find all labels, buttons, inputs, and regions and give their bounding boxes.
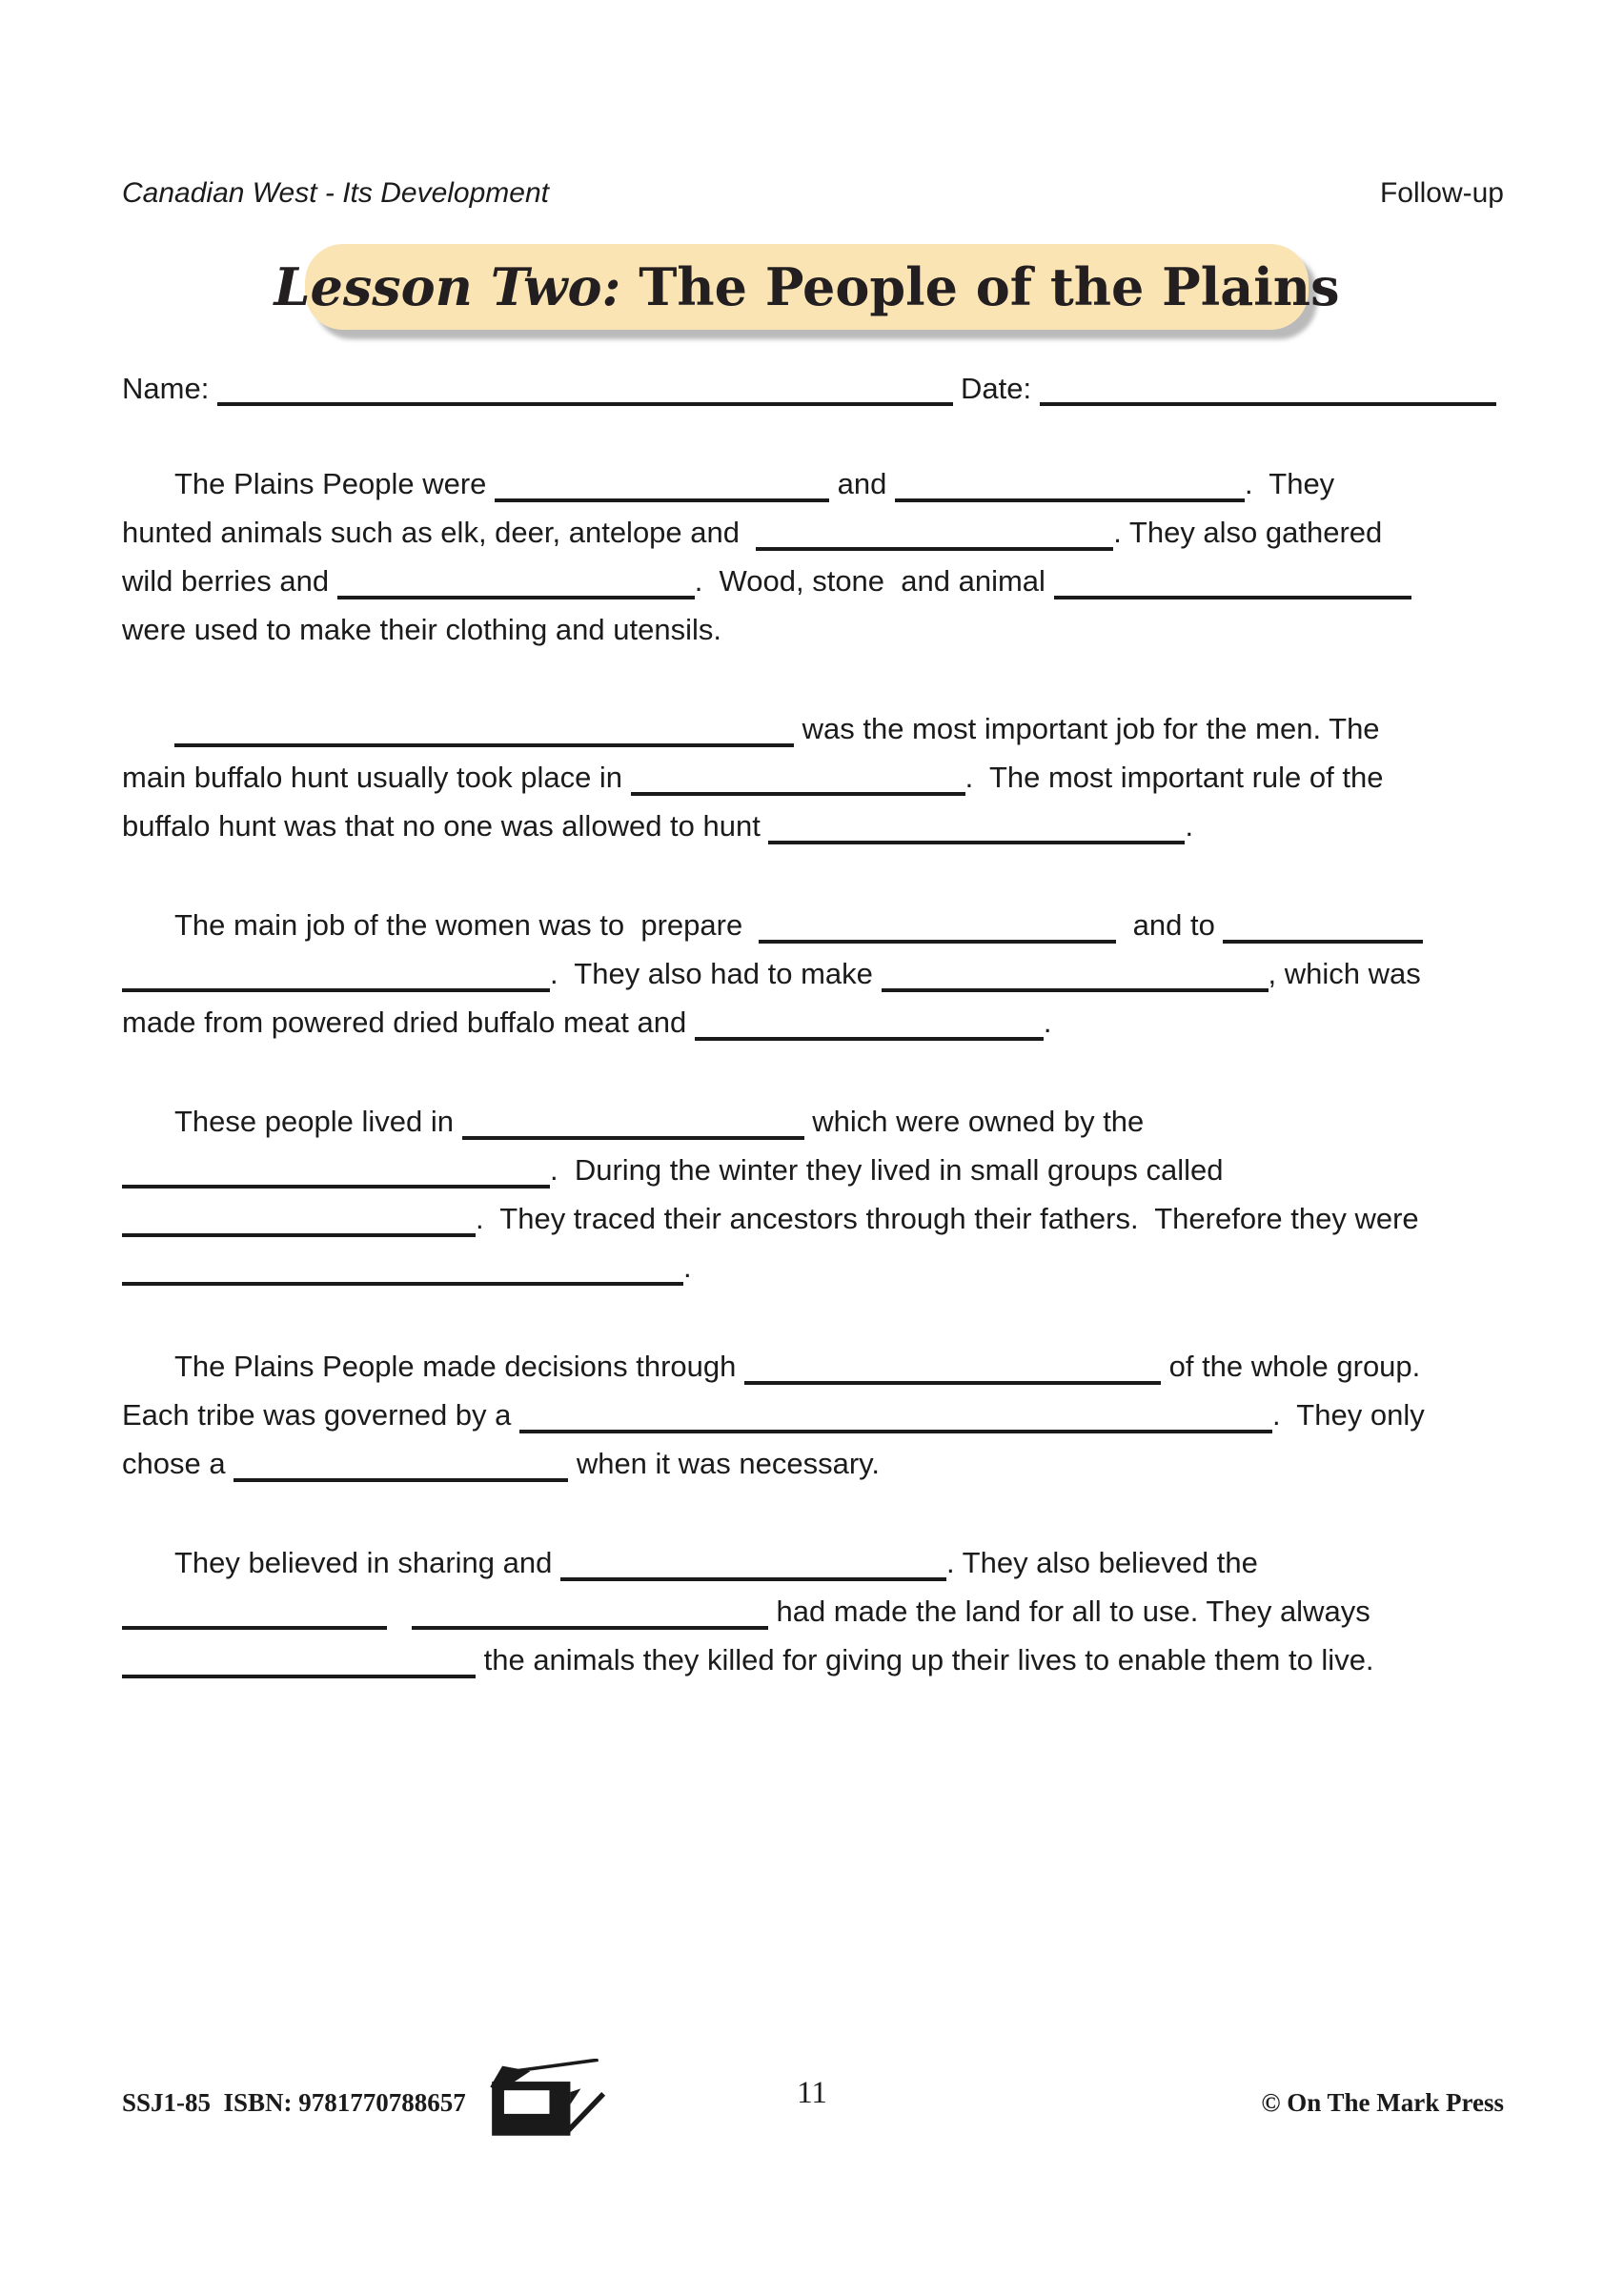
worksheet-paragraph: [122, 1097, 1523, 1291]
series-title: Canadian West - Its Development: [122, 177, 549, 209]
paragraph-line: [122, 1097, 1523, 1146]
date-line: [1040, 396, 1496, 406]
body-text: and: [829, 467, 895, 500]
worksheet-paragraph: [122, 1538, 1523, 1684]
body-text: which were owned by the: [803, 1105, 1145, 1138]
paragraph-line: [122, 1587, 1523, 1636]
body-text: .: [1043, 1006, 1052, 1039]
fill-in-blank: [122, 958, 550, 992]
body-text: . They also had to make: [550, 957, 882, 990]
body-text: They believed in sharing and: [174, 1546, 560, 1579]
paragraph-line: [122, 1538, 1523, 1587]
body-text: The Plains People made decisions through: [174, 1350, 744, 1383]
date-field-row: [961, 372, 1496, 406]
worksheet-paragraph: [122, 704, 1523, 850]
body-text: , which was: [1268, 957, 1421, 990]
fill-in-blank: [519, 1399, 1272, 1433]
body-text: was the most important job for the men. The: [794, 712, 1380, 745]
fill-in-blank: [495, 468, 829, 502]
fill-in-blank: [122, 1644, 476, 1678]
paragraph-line: [122, 1146, 1523, 1194]
fill-in-blank: [462, 1106, 804, 1140]
fill-in-blank: [756, 517, 1113, 551]
fill-in-blank: [122, 1203, 476, 1237]
fill-in-blank: [759, 909, 1116, 944]
body-text: .: [1185, 809, 1194, 843]
body-text: had made the land for all to use. They always: [767, 1595, 1370, 1628]
body-text: of the whole group.: [1160, 1350, 1421, 1383]
lesson-number-title: Lesson Two:: [274, 256, 621, 317]
page-header: [122, 177, 1504, 210]
fill-in-blank: [768, 810, 1185, 844]
fill-in-blank: [233, 1448, 568, 1482]
paragraph-line: [122, 1342, 1523, 1391]
paragraph-line: [122, 459, 1523, 508]
paragraph-line: [122, 605, 1523, 654]
fill-in-blank: [1223, 909, 1423, 944]
worksheet-body: [122, 459, 1523, 1735]
paragraph-line: [122, 901, 1523, 949]
press-logo-icon: [483, 2059, 605, 2146]
body-text: made from powered dried buffalo meat and: [122, 1006, 695, 1039]
paragraph-line: [122, 802, 1523, 850]
section-label: Follow-up: [1379, 177, 1504, 209]
isbn-code: SSJ1-85 ISBN: 9781770788657: [122, 2087, 466, 2117]
body-text: . The most important rule of the: [964, 761, 1384, 794]
paragraph-line: [122, 508, 1523, 557]
fill-in-blank: [631, 762, 965, 796]
paragraph-line: [122, 949, 1523, 998]
body-text: chose a: [122, 1447, 234, 1480]
fill-in-blank: [895, 468, 1245, 502]
fill-in-blank: [122, 1154, 550, 1189]
fill-in-blank: [174, 713, 794, 747]
body-text: [387, 1595, 412, 1628]
paragraph-line: [122, 1636, 1523, 1684]
body-text: wild berries and: [122, 564, 337, 598]
name-label: Name:: [122, 372, 210, 405]
fill-in-blank: [337, 565, 695, 599]
name-field-row: [122, 372, 953, 406]
page-number: 11: [797, 2076, 827, 2110]
body-text: .: [683, 1250, 692, 1284]
body-text: The Plains People were: [174, 467, 496, 500]
fill-in-blank: [1054, 565, 1411, 599]
date-label: Date:: [961, 372, 1032, 405]
fill-in-blank: [695, 1006, 1044, 1041]
body-text: when it was necessary.: [568, 1447, 880, 1480]
paragraph-line: [122, 1243, 1523, 1291]
body-text: The main job of the women was to prepare: [174, 908, 760, 942]
paragraph-line: [122, 1439, 1523, 1488]
body-text: hunted animals such as elk, deer, antelope and: [122, 516, 757, 549]
paragraph-line: [122, 557, 1523, 605]
body-text: main buffalo hunt usually took place in: [122, 761, 631, 794]
title-banner: [274, 244, 1340, 330]
fill-in-blank: [560, 1547, 946, 1581]
copyright-notice: © On The Mark Press: [1261, 2087, 1504, 2117]
body-text: . They also gathered: [1113, 516, 1383, 549]
body-text: . During the winter they lived in small groups called: [550, 1153, 1224, 1187]
body-text: were used to make their clothing and utensils.: [122, 613, 721, 646]
body-text: . Wood, stone and animal: [694, 564, 1054, 598]
body-text: . They: [1244, 467, 1335, 500]
body-text: . They also believed the: [945, 1546, 1258, 1579]
fill-in-blank: [122, 1251, 683, 1286]
body-text: Each tribe was governed by a: [122, 1398, 520, 1432]
footer-left-group: [122, 2059, 605, 2146]
fill-in-blank: [882, 958, 1269, 992]
name-line: [217, 396, 953, 406]
fill-in-blank: [122, 1595, 387, 1630]
body-text: the animals they killed for giving up their lives to enable them to live.: [476, 1643, 1374, 1676]
body-text: . They only: [1272, 1398, 1425, 1432]
worksheet-paragraph: [122, 1342, 1523, 1488]
paragraph-line: [122, 998, 1523, 1046]
paragraph-line: [122, 1194, 1523, 1243]
body-text: These people lived in: [174, 1105, 462, 1138]
fill-in-blank: [412, 1595, 768, 1630]
fill-in-blank: [744, 1351, 1161, 1385]
body-text: . They traced their ancestors through their fathers. Therefore they were: [476, 1202, 1419, 1235]
paragraph-line: [122, 704, 1523, 753]
body-text: buffalo hunt was that no one was allowed to hunt: [122, 809, 769, 843]
worksheet-paragraph: [122, 901, 1523, 1046]
paragraph-line: [122, 753, 1523, 802]
body-text: and to: [1116, 908, 1224, 942]
lesson-title: The People of the Plains: [620, 256, 1340, 317]
worksheet-paragraph: [122, 459, 1523, 654]
paragraph-line: [122, 1391, 1523, 1439]
